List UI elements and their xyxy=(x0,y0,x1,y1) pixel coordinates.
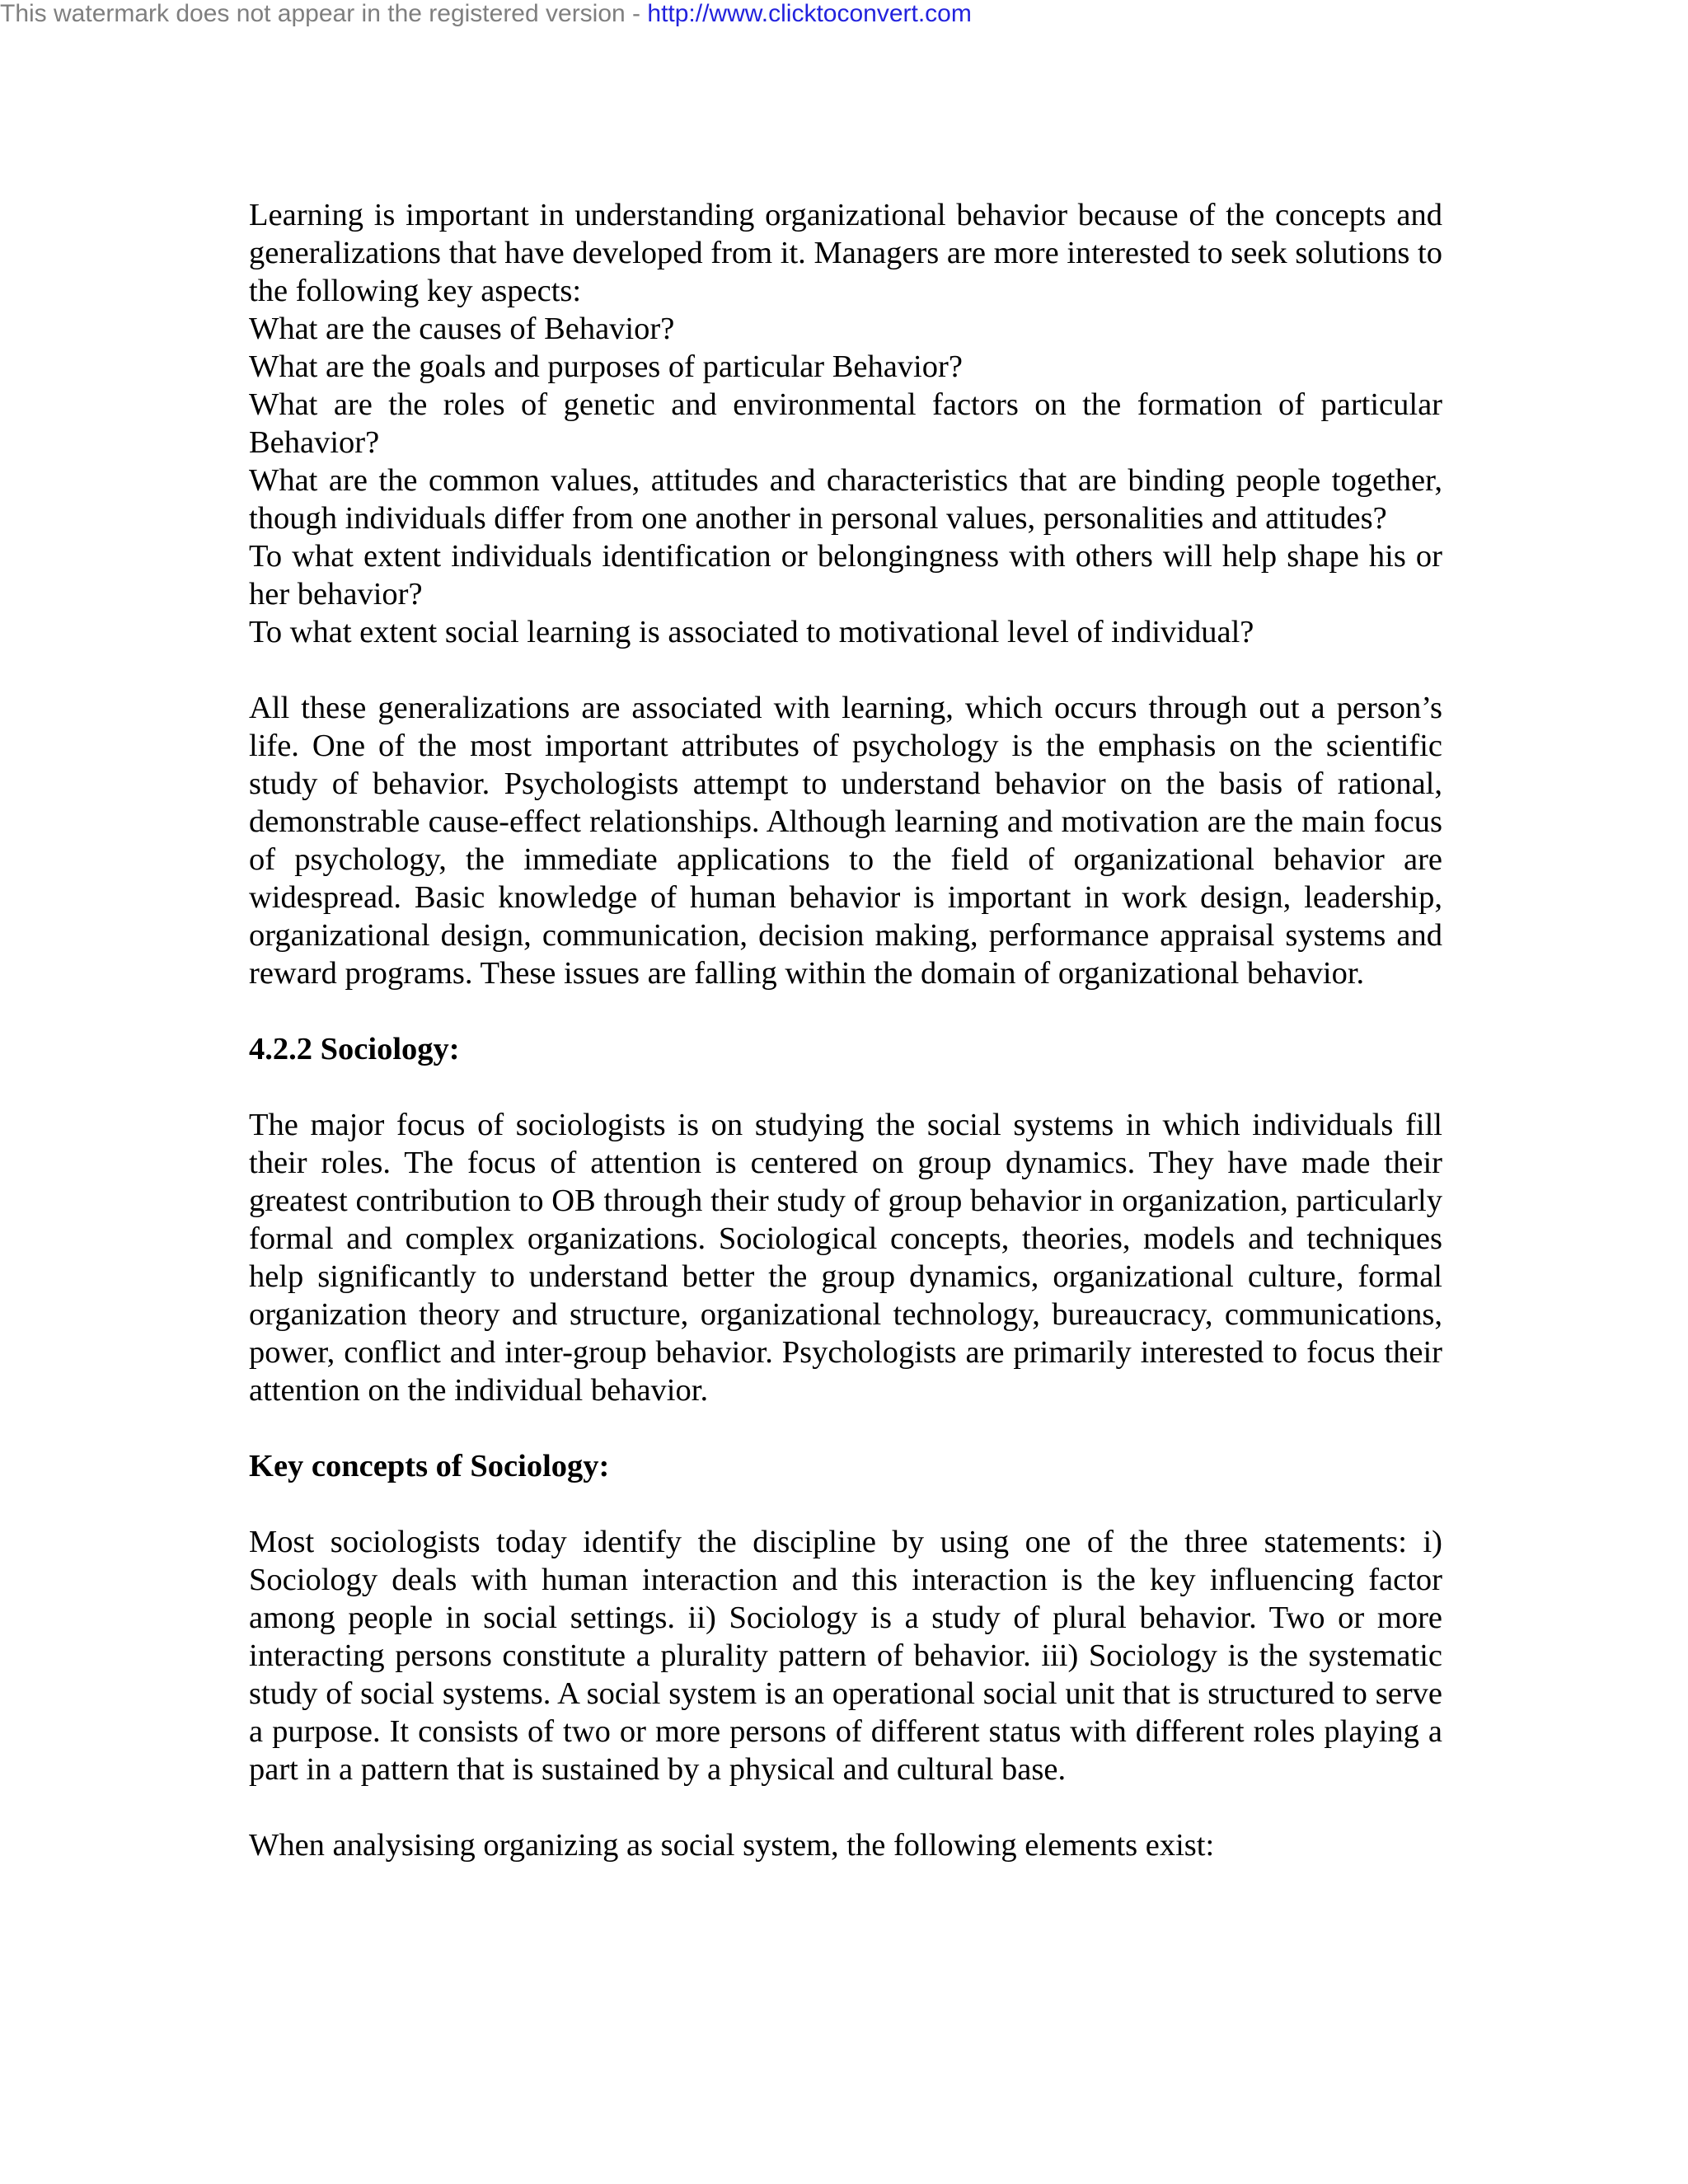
intro-paragraph: Learning is important in understanding organizational behavior because of the concepts and generalizations that have developed from it. Managers are more interested to seek solutions to the following key aspects: xyxy=(249,198,1442,308)
section-heading-key-concepts: Key concepts of Sociology: xyxy=(249,1449,610,1483)
sociology-paragraph: The major focus of sociologists is on studying the social systems in which individuals fill their roles. The focus of attention is centered on group dynamics. They have made their greatest contribution to OB through their study of group behavior in organization, particularly formal and complex organizations. Sociological concepts, theories, models and techniques help significantly to understand better the group dynamics, organizational culture, formal organization theory and structure, organizational technology, bureaucracy, communications, power, conflict and inter-group behavior. Psychologists are primarily interested to focus their attention on the individual behavior. xyxy=(249,1108,1442,1408)
spacer xyxy=(249,1788,1442,1826)
question-social-learning: To what extent social learning is associated to motivational level of individual? xyxy=(249,615,1254,649)
generalizations-paragraph: All these generalizations are associated with learning, which occurs through out a person’s life. One of the most important attributes of psychology is the emphasis on the scientific study of behavior. Psychologists attempt to understand behavior on the basis of rational, demonstrable cause-effect relationships. Although learning and motivation are the main focus of psychology, the immediate applications to the field of organizational behavior are widespread. Basic knowledge of human behavior is important in work design, leadership, organizational design, communication, decision making, performance appraisal systems and reward programs. These issues are falling within the domain of organizational behavior. xyxy=(249,691,1442,991)
watermark-link[interactable]: http://www.clicktoconvert.com xyxy=(647,0,972,27)
closing-line: When analysising organizing as social system, the following elements exist: xyxy=(249,1828,1215,1863)
watermark xyxy=(0,0,972,28)
section-heading-sociology: 4.2.2 Sociology: xyxy=(249,1032,460,1066)
question-belongingness: To what extent individuals identification or belongingness with others will help shape his or her behavior? xyxy=(249,539,1442,612)
key-concepts-paragraph: Most sociologists today identify the discipline by using one of the three statements: i) Sociology deals with human interaction and this interaction is the key influencing factor among people in social settings. ii) Sociology is a study of plural behavior. Two or more interacting persons constitute a plurality pattern of behavior. iii) Sociology is the systematic study of social systems. A social system is an operational social unit that is structured to serve a purpose. It consists of two or more persons of different status with different roles playing a part in a pattern that is sustained by a physical and cultural base. xyxy=(249,1525,1442,1787)
question-genetic-factors: What are the roles of genetic and environmental factors on the formation of particular Behavior? xyxy=(249,387,1442,460)
question-common-values: What are the common values, attitudes and characteristics that are binding people together, though individuals differ from one another in personal values, personalities and attitudes? xyxy=(249,463,1442,536)
spacer xyxy=(249,1409,1442,1447)
spacer xyxy=(249,992,1442,1030)
question-causes: What are the causes of Behavior? xyxy=(249,312,675,346)
document-page xyxy=(249,196,1442,1864)
question-goals: What are the goals and purposes of particular Behavior? xyxy=(249,349,963,384)
spacer xyxy=(249,651,1442,689)
watermark-text: This watermark does not appear in the registered version - xyxy=(0,0,648,27)
spacer xyxy=(249,1485,1442,1523)
spacer xyxy=(249,1068,1442,1106)
